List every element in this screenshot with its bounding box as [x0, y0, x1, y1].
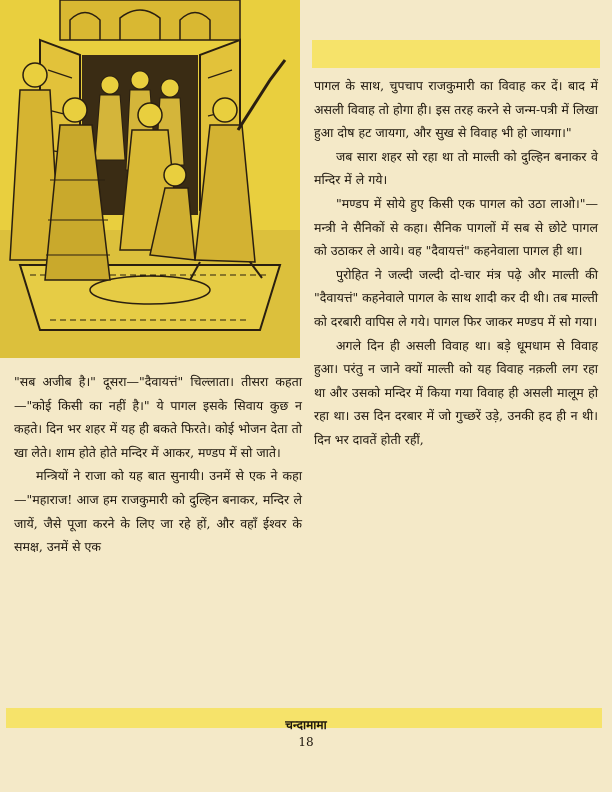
left-paragraph-1: "सब अजीब है।" दूसरा—"दैवायत्तं" चिल्लाता। तीसरा कहता—"कोई किसी का नहीं है।" ये पागल इसके सिवाय कुछ न कहते। दिन भर शहर में यह ही बकते फिरते। कोई भोजन देता तो खा लेते। शाम होते होते मन्दिर में आकर, मण्डप में सो जाते।: [14, 374, 302, 460]
left-text-column: [14, 370, 302, 559]
magazine-name: चन्दामामा: [285, 718, 327, 732]
right-paragraph-2: जब सारा शहर सो रहा था तो माल्ती को दुल्हिन बनाकर वे मन्दिर में ले गये।: [314, 148, 598, 188]
right-paragraph-3: "मण्डप में सोये हुए किसी एक पागल को उठा लाओ।"—मन्त्री ने सैनिकों से कहा। सैनिक पागलों में सब से छोटे पागल को उठाकर ले आये। वह "दैवायत्तं" कहनेवाला पागल ही था।: [314, 195, 598, 259]
right-paragraph-5: अगले दिन ही असली विवाह था। बड़े धूमधाम से विवाह हुआ। परंतु न जाने क्यों माल्ती को यह विवाह नक़ली लग रहा था और उसको मन्दिर में किया गया विवाह ही असली मालूम हो रहा था। उस दिन दरबार में जो गुच्छरें उड़े, उनकी हद ही न थी। दिन भर दावतें होती रहीं,: [314, 337, 598, 447]
header-decor-band: [312, 40, 600, 68]
right-text-column: [314, 74, 598, 452]
illustration-svg: [0, 0, 300, 358]
right-paragraph-4: पुरोहित ने जल्दी जल्दी दो-चार मंत्र पढ़े और माल्ती की "दैवायत्तं" कहनेवाले पागल के साथ शादी कर दी थी। तब माल्ती को दरबारी वापिस ले गये। पागल फिर जाकर मण्डप में सो गया।: [314, 266, 598, 329]
page-number: 18: [298, 735, 314, 749]
left-paragraph-2: मन्त्रियों ने राजा को यह बात सुनायी। उनमें से एक ने कहा—"महाराज! आज हम राजकुमारी को दुल्हिन बनाकर, मन्दिर ले जायें, जैसे पूजा करने के लिए जा रहे हों, और वहाँ ईश्वर के समक्ष, उनमें से एक: [14, 468, 302, 555]
right-paragraph-1: पागल के साथ, चुपचाप राजकुमारी का विवाह कर दें। बाद में असली विवाह तो होगा ही। इस तरह करने से जन्म-पत्री में लिखा हुआ दोष हट जायगा, और सुख से विवाह भी हो जायगा।": [314, 78, 598, 141]
palace-wedding-scene-illustration: [0, 0, 300, 358]
